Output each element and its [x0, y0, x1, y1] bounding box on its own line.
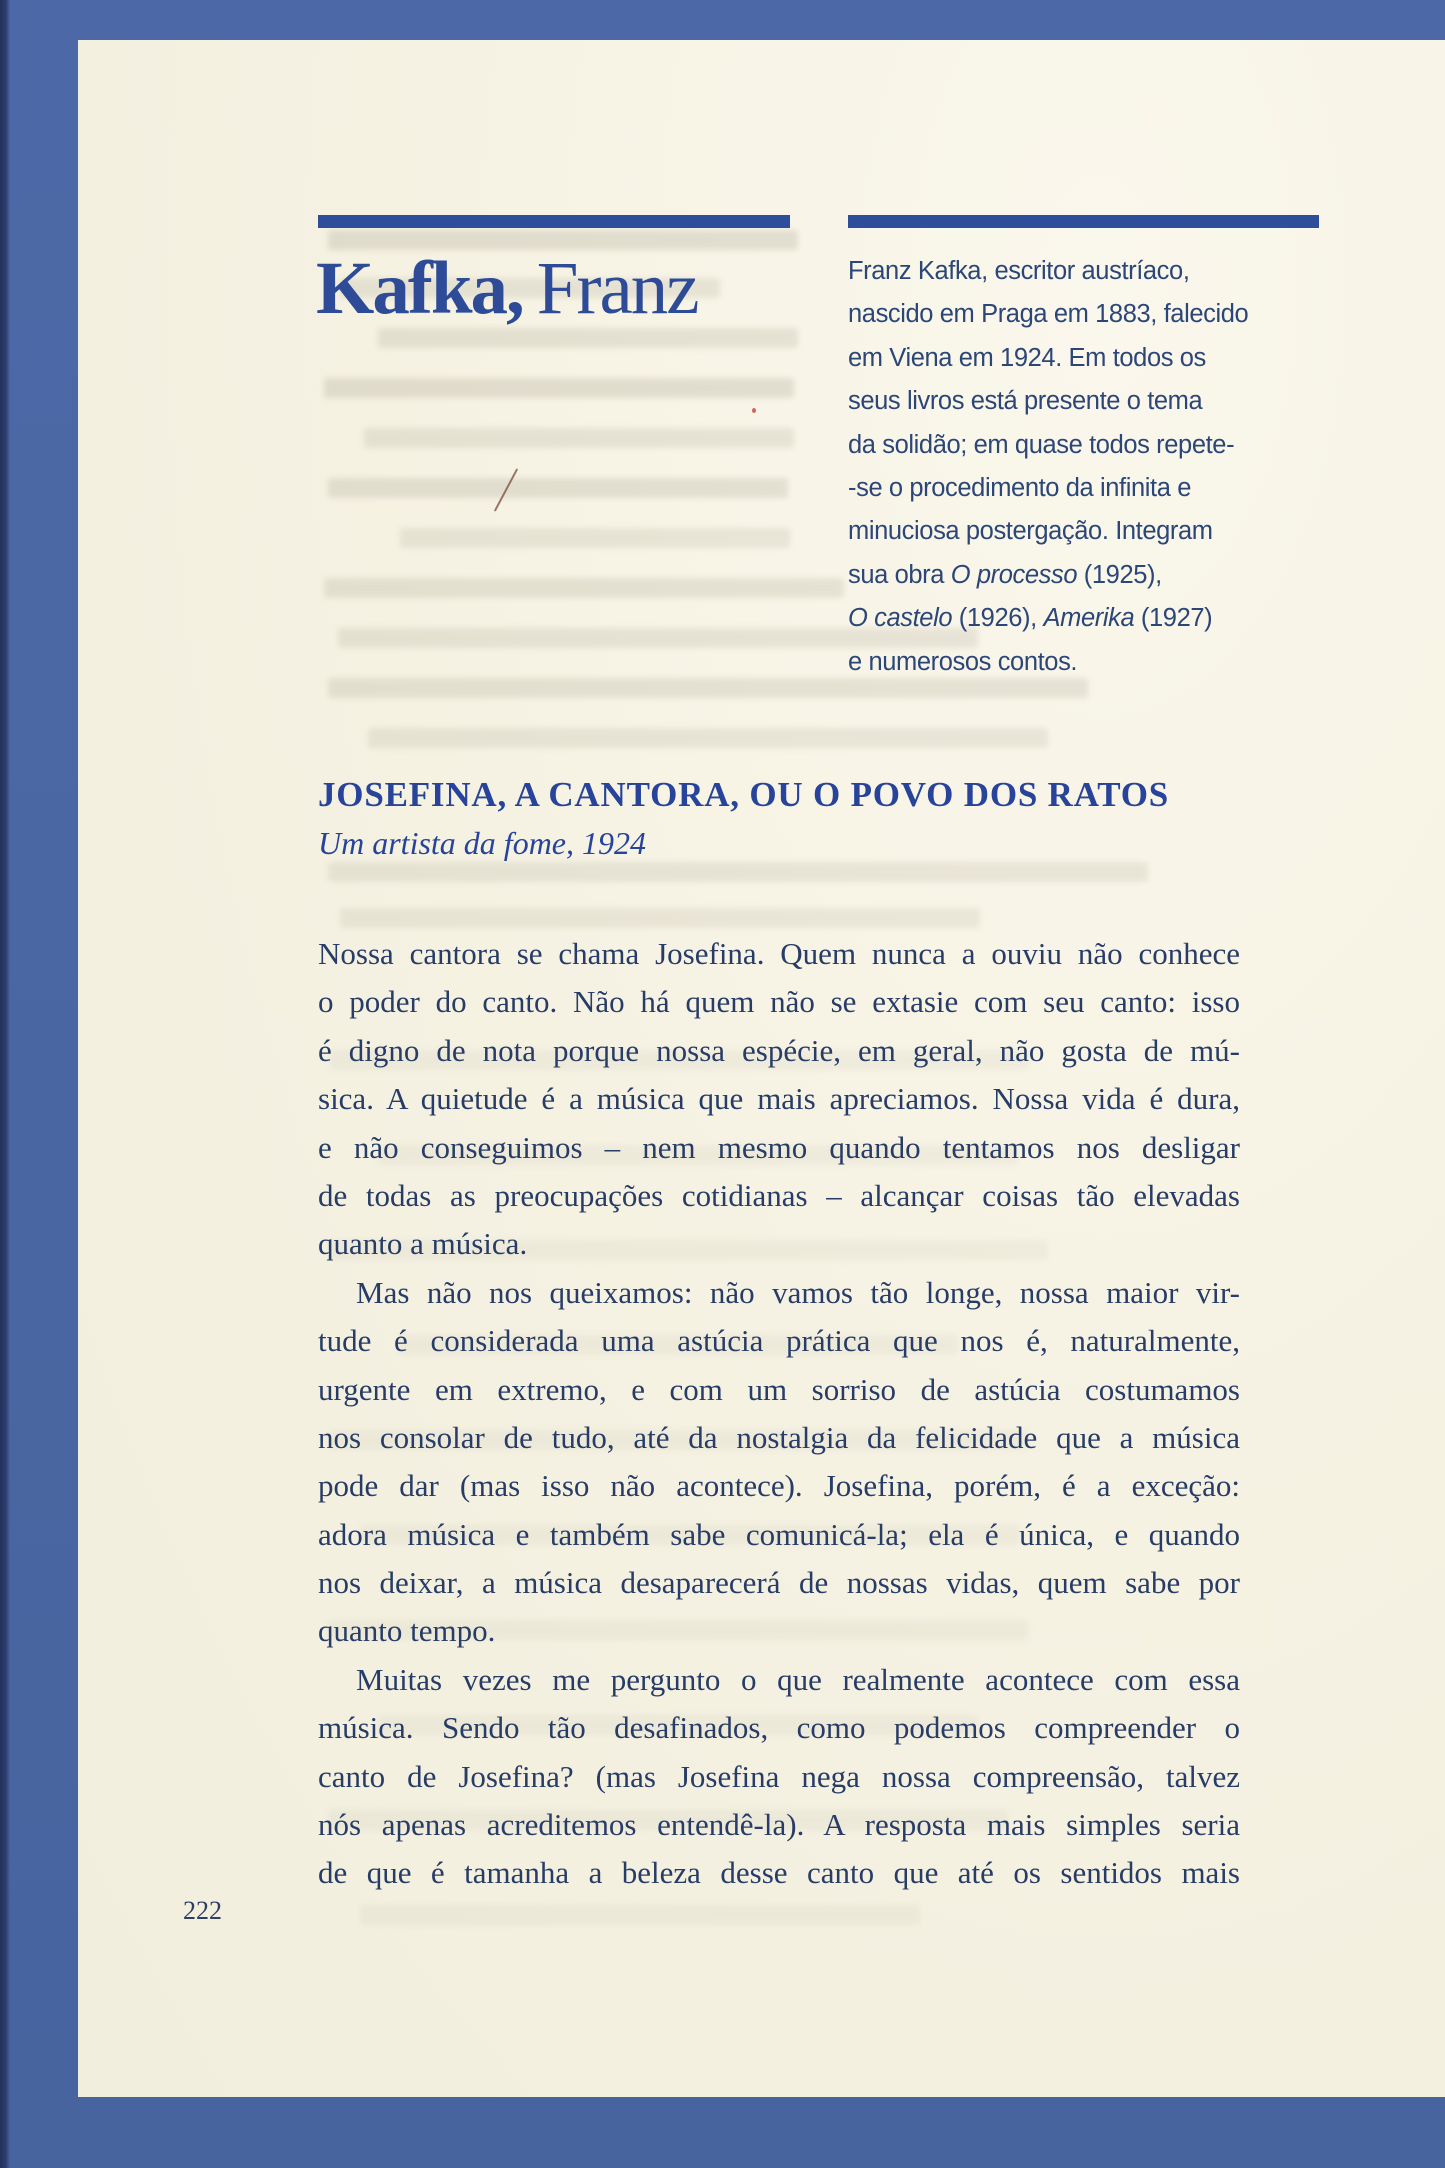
section-subtitle: Um artista da fome, 1924: [318, 825, 646, 861]
bio-line: da solidão; em quase todos repete-: [848, 430, 1235, 459]
body-line: quanto tempo.: [318, 1613, 496, 1649]
ghost-text-bar: [400, 528, 790, 548]
ghost-text-bar: [328, 862, 1148, 882]
body-line: Mas não nos queixamos: não vamos tão longe, nossa maior vir-: [356, 1274, 1240, 1310]
bio-line: sua obra O processo (1925),: [848, 560, 1162, 589]
bio-line: -se o procedimento da infinita e: [848, 474, 1191, 503]
bio-line: minuciosa postergação. Integram: [848, 517, 1213, 546]
entry-given-name: Franz: [536, 247, 698, 330]
body-line: urgente em extremo, e com um sorriso de astúcia costumamos: [318, 1371, 1240, 1407]
body-line: sica. A quietude é a música que mais apreciamos. Nossa vida é dura,: [318, 1081, 1240, 1117]
ghost-text-bar: [324, 578, 844, 598]
entry-rule-right: [848, 215, 1319, 228]
spine-shadow: [0, 0, 10, 2168]
bio-line: Franz Kafka, escritor austríaco,: [848, 257, 1190, 285]
bio-line: em Viena em 1924. Em todos os: [848, 343, 1206, 372]
red-ink-speck: [752, 408, 756, 413]
story-text: [318, 930, 1240, 1898]
entry-rule-left: [318, 215, 790, 228]
entry-title: [316, 248, 698, 331]
body-line: é digno de nota porque nossa espécie, em geral, não gosta de mú-: [318, 1032, 1240, 1068]
body-line: pode dar (mas isso não acontece). Josefina, porém, é a exceção:: [318, 1468, 1240, 1504]
body-line: quanto a música.: [318, 1226, 528, 1262]
ghost-text-bar: [368, 728, 1048, 748]
section-title: JOSEFINA, A CANTORA, OU O POVO DOS RATOS: [318, 775, 1170, 814]
body-line: música. Sendo tão desafinados, como podemos compreender o: [318, 1710, 1240, 1746]
page-number: 222: [183, 1896, 222, 1925]
ghost-text-bar: [360, 1905, 920, 1925]
body-line: de todas as preocupações cotidianas – alcançar coisas tão elevadas: [318, 1177, 1240, 1213]
body-line: canto de Josefina? (mas Josefina nega nossa compreensão, talvez: [318, 1758, 1240, 1794]
bio-line: seus livros está presente o tema: [848, 387, 1203, 416]
body-line: nós apenas acreditemos entendê-la). A resposta mais simples seria: [318, 1807, 1240, 1843]
pencil-slash-mark: [494, 468, 518, 511]
ghost-text-bar: [328, 478, 788, 498]
ghost-text-bar: [324, 378, 794, 398]
book-page: [78, 40, 1445, 2097]
bio-line: e numerosos contos.: [848, 647, 1078, 676]
body-line: nos deixar, a música desaparecerá de nossas vidas, quem sabe por: [318, 1565, 1240, 1601]
body-line: tude é considerada uma astúcia prática que nos é, naturalmente,: [318, 1323, 1240, 1359]
ghost-text-bar: [378, 328, 798, 348]
body-line: o poder do canto. Não há quem não se extasie com seu canto: isso: [318, 984, 1240, 1020]
ghost-text-bar: [340, 908, 980, 928]
bio-line: nascido em Praga em 1883, falecido: [848, 300, 1249, 329]
ghost-text-bar: [364, 428, 794, 448]
author-bio: [848, 250, 1268, 684]
bio-line: O castelo (1926), Amerika (1927): [848, 604, 1213, 633]
body-line: de que é tamanha a beleza desse canto que até os sentidos mais: [318, 1855, 1240, 1891]
body-line: Nossa cantora se chama Josefina. Quem nunca a ouviu não conhece: [318, 936, 1240, 971]
body-line: e não conseguimos – nem mesmo quando tentamos nos desligar: [318, 1129, 1240, 1165]
body-line: adora música e também sabe comunicá-la; ela é única, e quando: [318, 1516, 1240, 1552]
body-line: Muitas vezes me pergunto o que realmente acontece com essa: [356, 1661, 1240, 1697]
entry-surname: Kafka,: [316, 247, 523, 330]
body-line: nos consolar de tudo, até da nostalgia da felicidade que a música: [318, 1419, 1240, 1455]
